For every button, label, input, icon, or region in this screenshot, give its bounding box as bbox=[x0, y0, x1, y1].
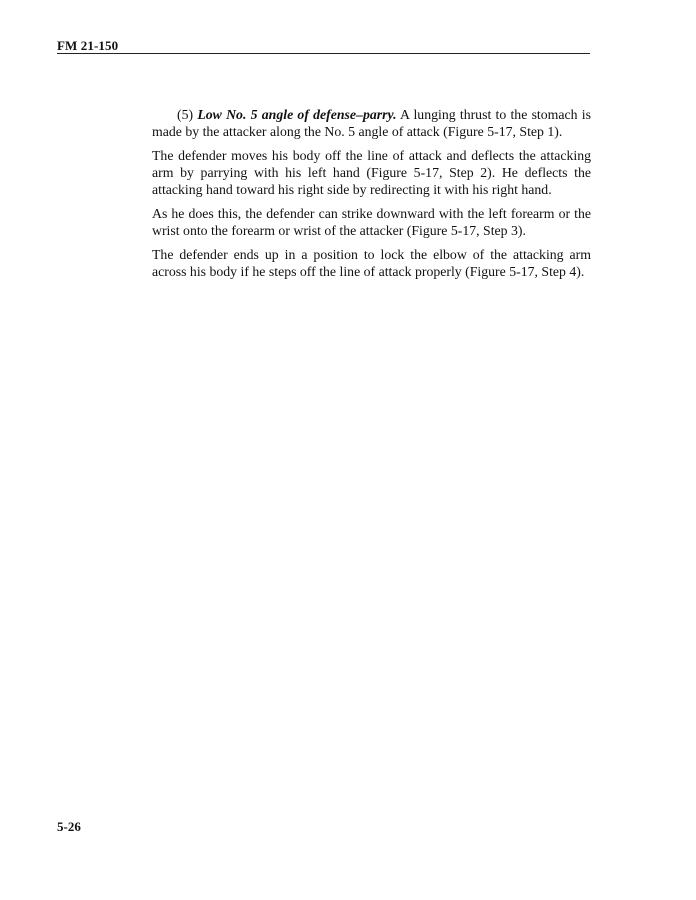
paragraph-number: (5) bbox=[177, 107, 194, 122]
body-text bbox=[152, 106, 591, 286]
paragraph: The defender moves his body off the line of attack and deflects the attacking arm by parrying with his left hand (Figure 5-17, Step 2). He deflects the attacking hand toward his right side by redirecting it with his right hand. bbox=[152, 147, 591, 198]
paragraph: As he does this, the defender can strike downward with the left forearm or the wrist onto the forearm or wrist of the attacker (Figure 5-17, Step 3). bbox=[152, 205, 591, 238]
page-number: 5-26 bbox=[57, 819, 81, 834]
paragraph-heading: Low No. 5 angle of defense–parry. bbox=[197, 107, 397, 122]
paragraph-lead bbox=[152, 106, 591, 140]
paragraph: The defender ends up in a position to lock the elbow of the attacking arm across his body if he steps off the line of attack properly (Figure 5-17, Step 4). bbox=[152, 246, 591, 279]
page-header bbox=[57, 36, 590, 54]
paragraph-lead-text: A lunging thrust to the stomach is made by the attacker along the No. 5 angle of attack (Figure 5-17, Step 1). bbox=[152, 107, 591, 140]
document-id: FM 21-150 bbox=[57, 38, 119, 53]
